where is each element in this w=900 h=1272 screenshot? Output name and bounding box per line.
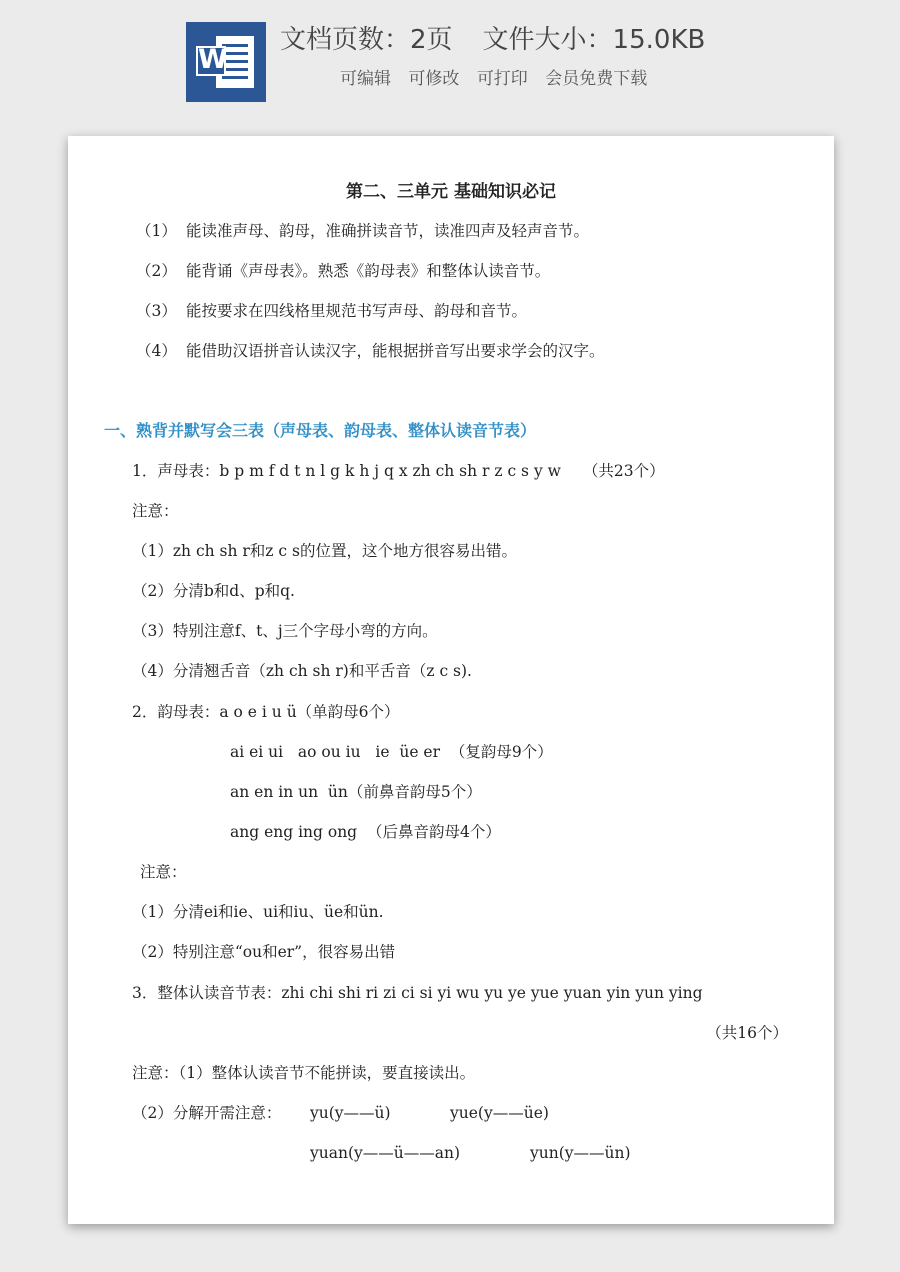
word-icon-letter: W bbox=[198, 44, 228, 75]
feature-modifiable: 可修改 bbox=[408, 69, 460, 89]
zhengti-table-line bbox=[132, 982, 703, 1004]
breakdown-item: yue(y——üe) bbox=[450, 1104, 549, 1122]
goal-text: 能按要求在四线格里规范书写声母、韵母和音节。 bbox=[186, 302, 528, 320]
breakdown-item: yun(y——ün) bbox=[530, 1144, 631, 1162]
feature-member-download: 会员免费下载 bbox=[545, 69, 648, 89]
zhengti-note-line bbox=[132, 1062, 475, 1084]
word-document-icon bbox=[186, 22, 266, 102]
goal-item bbox=[136, 300, 527, 322]
yunmu-table-line bbox=[132, 701, 400, 723]
note-label: 注意： bbox=[140, 863, 187, 881]
note-item: （2）特别注意“ou和er”，很容易出错 bbox=[132, 943, 396, 961]
word-icon-line bbox=[222, 76, 248, 79]
document-title: 第二、三单元 基础知识必记 bbox=[346, 182, 556, 202]
yunmu-row: a o e i u ü（单韵母6个） bbox=[219, 703, 400, 721]
goal-item bbox=[136, 260, 550, 282]
note-item: （2）分清b和d、p和q. bbox=[132, 582, 295, 600]
download-header bbox=[0, 0, 900, 120]
breakdown-label: （2）分解开需注意： bbox=[132, 1104, 282, 1122]
goal-number: （2） bbox=[136, 262, 177, 280]
breakdown-item: yuan(y——ü——an) bbox=[310, 1144, 461, 1162]
goal-number: （1） bbox=[136, 222, 177, 240]
note-item: （4）分清翘舌音（zh ch sh r)和平舌音（z c s). bbox=[132, 662, 472, 680]
goal-item bbox=[136, 340, 605, 362]
feature-editable: 可编辑 bbox=[340, 69, 391, 89]
file-size: 文件大小：15.0KB bbox=[482, 25, 706, 55]
goal-text: 能借助汉语拼音认读汉字，能根据拼音写出要求学会的汉字。 bbox=[186, 342, 605, 360]
breakdown-item: yu(y——ü) bbox=[310, 1104, 391, 1122]
yunmu-row: ang eng ing ong （后鼻音韵母4个） bbox=[230, 823, 501, 841]
note-item: （1）zh ch sh r和z c s的位置，这个地方很容易出错。 bbox=[132, 542, 517, 560]
feature-printable: 可打印 bbox=[476, 69, 528, 89]
document-info bbox=[280, 20, 800, 60]
goal-text: 能读准声母、韵母，准确拼读音节，读准四声及轻声音节。 bbox=[186, 222, 590, 240]
yunmu-row: ai ei ui ao ou iu ie üe er （复韵母9个） bbox=[230, 743, 553, 761]
feature-list bbox=[340, 66, 740, 92]
note-item: （3）特别注意f、t、j三个字母小弯的方向。 bbox=[132, 622, 438, 640]
page-count: 文档页数：2页 bbox=[280, 25, 453, 55]
note-item: （1）整体认读音节不能拼读，要直接读出。 bbox=[178, 1064, 476, 1082]
yunmu-label: 2．韵母表： bbox=[132, 703, 220, 721]
section-heading: 一、熟背并默写会三表（声母表、韵母表、整体认读音节表） bbox=[104, 421, 537, 440]
shengmu-table-line bbox=[132, 460, 665, 482]
zhengti-count: （共16个） bbox=[706, 1024, 788, 1042]
shengmu-count: （共23个） bbox=[582, 462, 665, 480]
zhengti-list: zhi chi shi ri zi ci si yi wu yu ye yue yuan yin yun ying bbox=[281, 984, 703, 1002]
shengmu-list: b p m f d t n l g k h j q x zh ch sh r z c s y w bbox=[219, 462, 561, 480]
goal-item bbox=[136, 220, 589, 242]
goal-text: 能背诵《声母表》。熟悉《韵母表》和整体认读音节。 bbox=[186, 262, 551, 280]
goal-number: （3） bbox=[136, 302, 177, 320]
goal-number: （4） bbox=[136, 342, 177, 360]
note-item: （1）分清ei和ie、ui和iu、üe和ün. bbox=[132, 903, 384, 921]
zhengti-label: 3．整体认读音节表： bbox=[132, 984, 282, 1002]
yunmu-row: an en in un ün（前鼻音韵母5个） bbox=[230, 783, 482, 801]
note-label: 注意： bbox=[132, 502, 179, 520]
note-label: 注意： bbox=[132, 1064, 179, 1082]
shengmu-label: 1．声母表： bbox=[132, 462, 220, 480]
document-page bbox=[68, 136, 834, 1224]
